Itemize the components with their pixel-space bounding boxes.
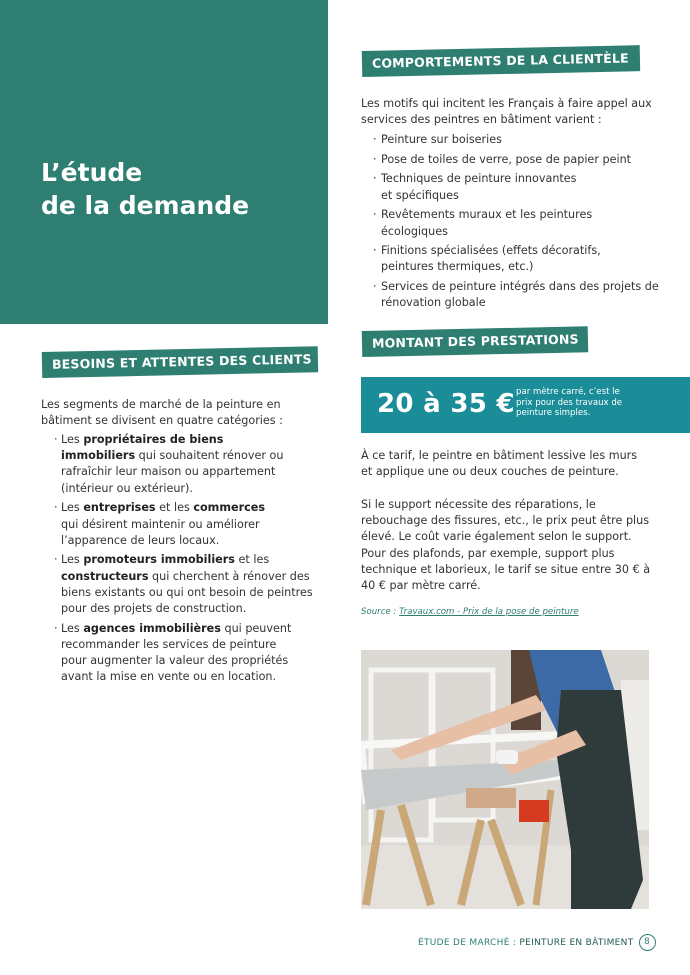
besoins-list bbox=[54, 432, 339, 689]
footer-title: PEINTURE EN BÂTIMENT bbox=[519, 938, 634, 948]
list-item: · Pose de toiles de verre, pose de papier peint bbox=[373, 152, 663, 168]
price-banner bbox=[361, 377, 690, 433]
emphasized-term: commerces bbox=[193, 501, 265, 515]
list-item bbox=[54, 621, 294, 686]
list-item: · Finitions spécialisées (effets décoratifs, peintures thermiques, etc.) bbox=[373, 243, 603, 275]
list-item bbox=[54, 552, 324, 617]
montant-paragraph-2: Si le support nécessite des réparations, le rebouchage des fissures, etc., le prix peut être plus élevé. Le coût varie également selon le support. Pour des plafonds, par exemple, support plus technique et laborieux, le tarif se situe entre 30 € à 40 € par mètre carré. bbox=[361, 498, 651, 593]
comportements-intro: Les motifs qui incitent les Français à faire appel aux services des peintres en bâtiment varient : bbox=[361, 97, 652, 127]
list-item-text: Les bbox=[61, 621, 84, 635]
emphasized-term: entreprises bbox=[83, 501, 156, 515]
page-title-line-1: L’étude bbox=[41, 158, 143, 187]
painter-photo bbox=[361, 650, 649, 909]
list-item-text: Les bbox=[61, 501, 84, 515]
list-item-text: qui peuvent recommander les services de peinture pour augmenter la valeur des propriétés avant la mise en vente ou en location. bbox=[61, 621, 292, 684]
list-item: · Services de peinture intégrés dans des projets de rénovation globale bbox=[373, 279, 663, 311]
source-link[interactable]: Travaux.com - Prix de la pose de peinture bbox=[399, 607, 579, 617]
besoins-intro: Les segments de marché de la peinture en bâtiment se divisent en quatre catégories : bbox=[41, 398, 283, 428]
list-item-text: qui souhaitent rénover ou rafraîchir leur maison ou appartement (intérieur ou extérieur). bbox=[61, 449, 284, 495]
comportements-list bbox=[373, 132, 663, 315]
price-range: 20 à 35 € bbox=[377, 389, 515, 419]
hero-panel bbox=[0, 0, 328, 324]
emphasized-term: constructeurs bbox=[61, 569, 149, 583]
page-title bbox=[41, 156, 249, 222]
list-item-text: et les bbox=[234, 553, 270, 567]
footer-label: ÉTUDE DE MARCHÉ : bbox=[418, 938, 520, 948]
emphasized-term: propriétaires de biens immobiliers bbox=[61, 433, 224, 463]
section-heading-montant: MONTANT DES PRESTATIONS bbox=[362, 326, 588, 357]
list-item-text: qui cherchent à rénover des biens existants ou qui ont besoin de peintres pour des projets de construction. bbox=[61, 569, 313, 616]
emphasized-term: agences immobilières bbox=[83, 621, 221, 635]
emphasized-term: promoteurs immobiliers bbox=[83, 553, 235, 567]
painter-photo-illustration bbox=[361, 650, 649, 909]
list-item-text: et les bbox=[155, 501, 194, 515]
list-item-text: Les bbox=[61, 553, 84, 567]
page-number: 8 bbox=[639, 934, 656, 951]
source-note bbox=[361, 607, 579, 617]
list-item bbox=[54, 500, 284, 549]
list-item-text: Les bbox=[61, 433, 84, 446]
section-heading-comportements: COMPORTEMENTS DE LA CLIENTÈLE bbox=[362, 45, 640, 77]
page-footer bbox=[418, 934, 656, 952]
list-item: · Techniques de peinture innovantes et spécifiques bbox=[373, 171, 578, 203]
list-item bbox=[54, 432, 284, 497]
section-heading-besoins: BESOINS ET ATTENTES DES CLIENTS bbox=[42, 346, 318, 378]
list-item-text: qui désirent maintenir ou améliorer l’apparence de leurs locaux. bbox=[61, 517, 260, 547]
list-item: · Peinture sur boiseries bbox=[373, 132, 663, 148]
montant-paragraph-1: À ce tarif, le peintre en bâtiment lessive les murs et applique une ou deux couches de peinture. bbox=[361, 449, 638, 479]
price-caption: par mètre carré, c’est le prix pour des travaux de peinture simples. bbox=[516, 387, 623, 419]
list-item: · Revêtements muraux et les peintures écologiques bbox=[373, 207, 603, 239]
source-label: Source : bbox=[361, 607, 400, 617]
page-title-line-2: de la demande bbox=[41, 191, 250, 220]
